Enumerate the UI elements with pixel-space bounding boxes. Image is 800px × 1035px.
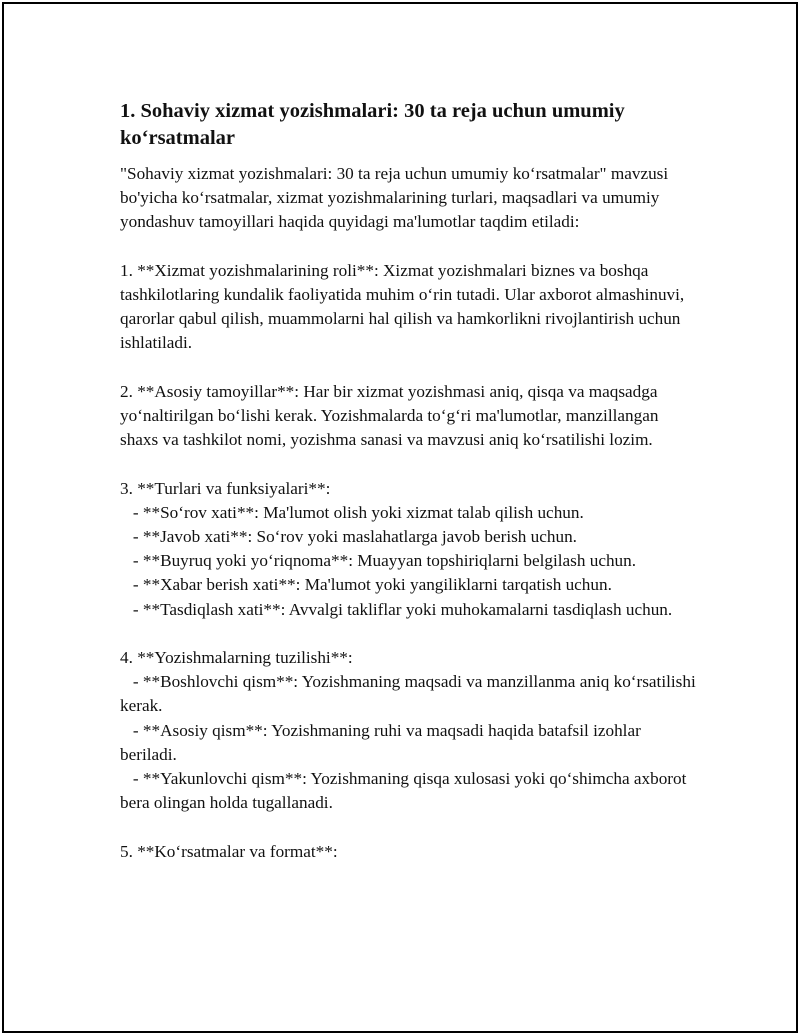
paragraph-gap	[120, 815, 700, 839]
intro-paragraph: "Sohaviy xizmat yozishmalari: 30 ta reja uchun umumiy koʻrsatmalar" mavzusi bo'yicha koʻrsatmalar, xizmat yozishmalarining turlari, maqsadlari va umumiy yondashuv tamoyillari haqida quyidagi ma'lumotlar taqdim etiladi:	[120, 164, 669, 232]
document-content	[120, 98, 700, 864]
section-4-heading: 4. **Yozishmalarning tuzilishi**:	[120, 648, 353, 667]
paragraph-gap	[120, 235, 700, 259]
section-3-list-item: - **Xabar berish xati**: Ma'lumot yoki yangiliklarni tarqatish uchun.	[120, 575, 612, 595]
section-4-list-item: - **Boshlovchi qism**: Yozishmaning maqsadi va manzillanma aniq koʻrsatilishi kerak.	[120, 672, 701, 716]
paragraph-gap	[120, 356, 700, 380]
section-3-list-item: - **Tasdiqlash xati**: Avvalgi takliflar yoki muhokamalarni tasdiqlash uchun.	[120, 599, 673, 619]
section-3-list-item: - **Buyruq yoki yoʻriqnoma**: Muayyan topshiriqlarni belgilash uchun.	[120, 551, 637, 571]
section-3-list-item: - **Soʻrov xati**: Ma'lumot olish yoki xizmat talab qilish uchun.	[120, 502, 584, 522]
section-3-heading: 3. **Turlari va funksiyalari**:	[120, 478, 331, 498]
document-page	[2, 2, 798, 1033]
section-1-paragraph: 1. **Xizmat yozishmalarining roli**: Xizmat yozishmalari biznes va boshqa tashkilotlaring kundalik faoliyatida muhim oʻrin tutadi. Ular axborot almashinuvi, qarorlar qabul qilish, muammolarni hal qilish va hamkorlikni rivojlantirish uchun ishlatiladi.	[120, 260, 685, 353]
document-title: 1. Sohaviy xizmat yozishmalari: 30 ta reja uchun umumiy koʻrsatmalar	[120, 100, 625, 149]
paragraph-gap	[120, 622, 700, 646]
section-3-list-item: - **Javob xati**: Soʻrov yoki maslahatlarga javob berish uchun.	[120, 527, 577, 546]
section-2-paragraph: 2. **Asosiy tamoyillar**: Har bir xizmat yozishmasi aniq, qisqa va maqsadga yoʻnaltirilgan boʻlishi kerak. Yozishmalarda toʻgʻri ma'lumotlar, manzillangan shaxs va tashkilot nomi, yozishma sanasi va mavzusi aniq koʻrsatilishi lozim.	[120, 381, 659, 450]
section-4-list-item: - **Asosiy qism**: Yozishmaning ruhi va maqsadi haqida batafsil izohlar beriladi.	[120, 720, 646, 764]
paragraph-gap	[120, 452, 700, 476]
section-5-heading: 5. **Koʻrsatmalar va format**:	[120, 841, 338, 861]
section-4-list-item: - **Yakunlovchi qism**: Yozishmaning qisqa xulosasi yoki qoʻshimcha axborot bera olingan holda tugallanadi.	[120, 769, 691, 813]
